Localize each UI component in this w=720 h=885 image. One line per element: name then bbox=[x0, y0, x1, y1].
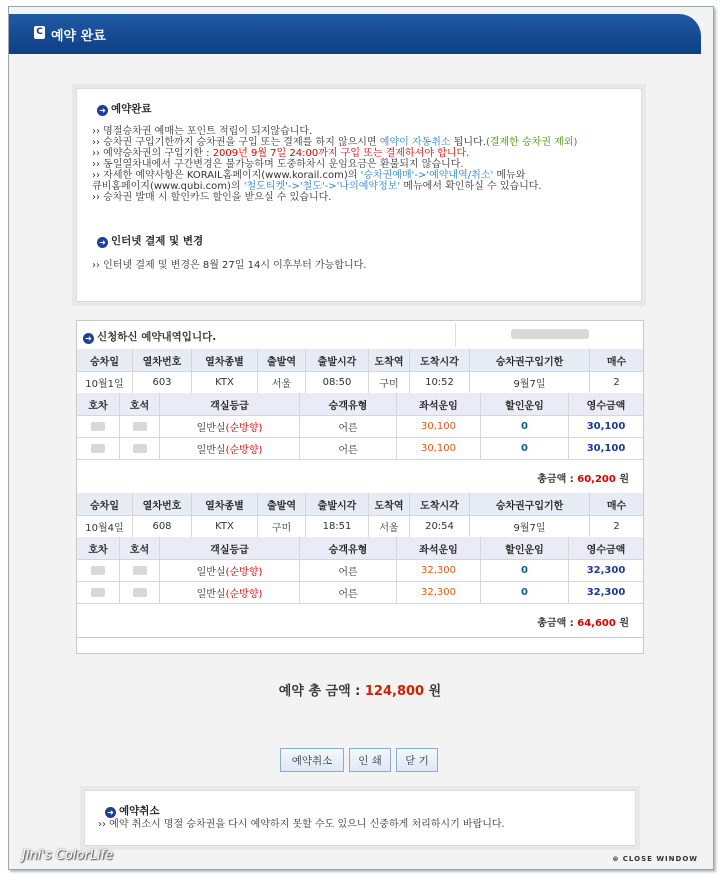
column-header: 출발역 bbox=[258, 349, 306, 371]
train-header-row bbox=[77, 493, 643, 516]
table-cell: 서울 bbox=[258, 371, 306, 393]
cancel-notice-title: ➜ 예약취소 bbox=[105, 803, 160, 818]
blurred-value bbox=[91, 566, 105, 575]
blurred-value bbox=[133, 444, 147, 453]
blurred-value bbox=[91, 444, 105, 453]
notice-line: ›› 동일열차내에서 구간변경은 불가능하며 도중하차시 운임요금은 환불되지 않습니다. bbox=[92, 159, 464, 170]
reservation-header bbox=[77, 321, 643, 350]
cancel-notice-box bbox=[84, 790, 636, 846]
column-header: 출발역 bbox=[258, 493, 306, 515]
notice-line: ›› 예약승차권의 구입기한 : 2009년 9월 7일 24:00까지 구입 또는 결제하셔야 합니다. bbox=[92, 148, 470, 159]
table-cell: 603 bbox=[133, 371, 192, 393]
seat-header-row bbox=[77, 393, 643, 416]
table-cell bbox=[77, 559, 120, 581]
table-cell: KTX bbox=[192, 371, 258, 393]
table-cell: 일반실 (순방향) bbox=[160, 581, 300, 603]
column-header: 할인운임 bbox=[481, 393, 569, 415]
table-cell: 32,300 bbox=[586, 564, 626, 576]
notice-line: 큐비홈페이지(www.qubi.com)의 '철도티켓'->'철도'->'나의예약정보' 메뉴에서 확인하실 수 있습니다. bbox=[92, 181, 542, 192]
table-cell: 2 bbox=[613, 520, 620, 532]
table-cell: 일반실 (순방향) bbox=[160, 559, 300, 581]
table-cell: 일반실 (순방향) bbox=[160, 437, 300, 459]
table-cell: 구미 bbox=[258, 515, 306, 537]
column-header: 도착역 bbox=[369, 349, 410, 371]
reservation-title: ➜ 신청하신 예약내역입니다. bbox=[83, 329, 216, 344]
table-cell: 구미 bbox=[369, 371, 410, 393]
train-row bbox=[77, 371, 643, 394]
arrow-icon: ➜ bbox=[105, 807, 116, 818]
column-header: 호차 bbox=[77, 537, 120, 559]
table-cell: 608 bbox=[133, 515, 192, 537]
print-button[interactable]: 인 쇄 bbox=[349, 748, 391, 772]
table-cell: 9월7일 bbox=[470, 515, 590, 537]
column-header: 객실등급 bbox=[160, 393, 300, 415]
close-button[interactable]: 닫 기 bbox=[396, 748, 438, 772]
train-row bbox=[77, 515, 643, 538]
table-cell: KTX bbox=[192, 515, 258, 537]
table-cell bbox=[120, 559, 160, 581]
table-cell: 0 bbox=[481, 437, 569, 459]
table-cell bbox=[120, 415, 160, 437]
column-header: 영수금액 bbox=[586, 544, 626, 556]
notice-line: ›› 승차권 구입기한까지 승차권을 구입 또는 결제를 하지 않으시면 예약이 자동취소 됩니다.(결제한 승차권 제외) bbox=[92, 137, 578, 148]
table-cell: 어른 bbox=[300, 437, 397, 459]
notice-line: ›› 승차권 발매 시 할인카드 할인을 받으실 수 있습니다. bbox=[92, 192, 332, 203]
table-cell bbox=[120, 437, 160, 459]
notice-line: ›› 명절승차권 예매는 포인트 적립이 되지않습니다. bbox=[92, 126, 313, 137]
column-header: 승객유형 bbox=[300, 393, 397, 415]
page-title: 예약 완료 bbox=[51, 29, 106, 44]
table-cell: 0 bbox=[481, 415, 569, 437]
column-header: 열차종별 bbox=[192, 349, 258, 371]
column-header: 매수 bbox=[606, 500, 627, 512]
table-cell: 32,300 bbox=[397, 581, 481, 603]
table-cell bbox=[120, 581, 160, 603]
payment-notice-text: ›› 인터넷 결제 및 변경은 8월 27일 14시 이후부터 가능합니다. bbox=[92, 260, 367, 271]
watermark: Jini's ColorLife bbox=[22, 848, 114, 863]
seat-row bbox=[77, 437, 643, 460]
arrow-icon: ➜ bbox=[97, 237, 108, 248]
column-header: 출발시각 bbox=[306, 493, 369, 515]
seat-header-row bbox=[77, 537, 643, 560]
table-cell: 30,100 bbox=[586, 442, 626, 454]
payment-section-title: ➜ 인터넷 결제 및 변경 bbox=[97, 233, 203, 248]
column-header: 호석 bbox=[120, 393, 160, 415]
blurred-value bbox=[133, 566, 147, 575]
footer bbox=[8, 848, 712, 868]
arrow-icon: ➜ bbox=[83, 333, 94, 344]
column-header: 할인운임 bbox=[481, 537, 569, 559]
column-header: 매수 bbox=[606, 356, 627, 368]
button-bar bbox=[280, 748, 438, 772]
column-header: 승차일 bbox=[77, 349, 133, 371]
table-cell: 20:54 bbox=[410, 515, 470, 537]
table-cell bbox=[77, 581, 120, 603]
table-cell: 32,300 bbox=[586, 586, 626, 598]
arrow-icon: ➜ bbox=[97, 105, 108, 116]
table-cell: 10:52 bbox=[410, 371, 470, 393]
close-window-link[interactable]: ⊗ CLOSE WINDOW bbox=[612, 855, 698, 863]
table-cell: 10월4일 bbox=[77, 515, 133, 537]
table-cell bbox=[77, 437, 120, 459]
table-cell: 0 bbox=[481, 581, 569, 603]
blurred-value bbox=[133, 422, 147, 431]
trip-total: 총금액 : 64,600 원 bbox=[77, 603, 643, 638]
table-cell: 0 bbox=[481, 559, 569, 581]
column-header: 열차종별 bbox=[192, 493, 258, 515]
reservation-table bbox=[76, 320, 644, 654]
table-cell: 2 bbox=[613, 376, 620, 388]
cancel-notice-text: ›› 예약 취소시 명절 승차권을 다시 예약하지 못할 수도 있으니 신중하게 처리하시기 바랍니다. bbox=[98, 819, 505, 830]
column-header: 도착시각 bbox=[410, 349, 470, 371]
column-header: 열차번호 bbox=[133, 349, 192, 371]
table-cell: 08:50 bbox=[306, 371, 369, 393]
seat-row bbox=[77, 415, 643, 438]
column-header: 도착역 bbox=[369, 493, 410, 515]
grand-total: 예약 총 금액 : 124,800 원 bbox=[278, 684, 442, 699]
table-cell bbox=[77, 415, 120, 437]
blurred-value bbox=[133, 588, 147, 597]
column-header: 승차권구입기한 bbox=[470, 493, 590, 515]
table-cell: 일반실 (순방향) bbox=[160, 415, 300, 437]
column-header: 좌석운임 bbox=[397, 393, 481, 415]
column-header: 출발시각 bbox=[306, 349, 369, 371]
column-header: 승객유형 bbox=[300, 537, 397, 559]
table-cell: 32,300 bbox=[397, 559, 481, 581]
blurred-value bbox=[91, 588, 105, 597]
column-header: 좌석운임 bbox=[397, 537, 481, 559]
table-cell: 어른 bbox=[300, 415, 397, 437]
page-icon: C bbox=[34, 26, 45, 39]
notice-box bbox=[76, 88, 642, 302]
column-header: 열차번호 bbox=[133, 493, 192, 515]
notice-line: ›› 자세한 예약사항은 KORAIL홈페이지(www.korail.com)의 '승차권예매'->'예약내역/취소' 메뉴와 bbox=[92, 170, 526, 181]
table-cell: 어른 bbox=[300, 581, 397, 603]
title-bar bbox=[9, 14, 701, 54]
notice-section-title: ➜ 예약완료 bbox=[97, 101, 152, 116]
train-header-row bbox=[77, 349, 643, 372]
blurred-value bbox=[91, 422, 105, 431]
column-header: 영수금액 bbox=[586, 400, 626, 412]
column-header: 승차권구입기한 bbox=[470, 349, 590, 371]
table-cell: 18:51 bbox=[306, 515, 369, 537]
table-cell: 30,100 bbox=[586, 420, 626, 432]
trip-total: 총금액 : 60,200 원 bbox=[77, 459, 643, 494]
table-cell: 30,100 bbox=[397, 437, 481, 459]
column-header: 도착시각 bbox=[410, 493, 470, 515]
table-cell: 서울 bbox=[369, 515, 410, 537]
table-cell: 9월7일 bbox=[470, 371, 590, 393]
column-header: 승차일 bbox=[77, 493, 133, 515]
column-header: 객실등급 bbox=[160, 537, 300, 559]
blurred-info bbox=[455, 323, 644, 347]
cancel-reservation-button[interactable]: 예약취소 bbox=[280, 748, 344, 772]
column-header: 호석 bbox=[120, 537, 160, 559]
column-header: 호차 bbox=[77, 393, 120, 415]
table-cell: 어른 bbox=[300, 559, 397, 581]
table-cell: 30,100 bbox=[397, 415, 481, 437]
seat-row bbox=[77, 559, 643, 582]
seat-row bbox=[77, 581, 643, 604]
table-cell: 10월1일 bbox=[77, 371, 133, 393]
